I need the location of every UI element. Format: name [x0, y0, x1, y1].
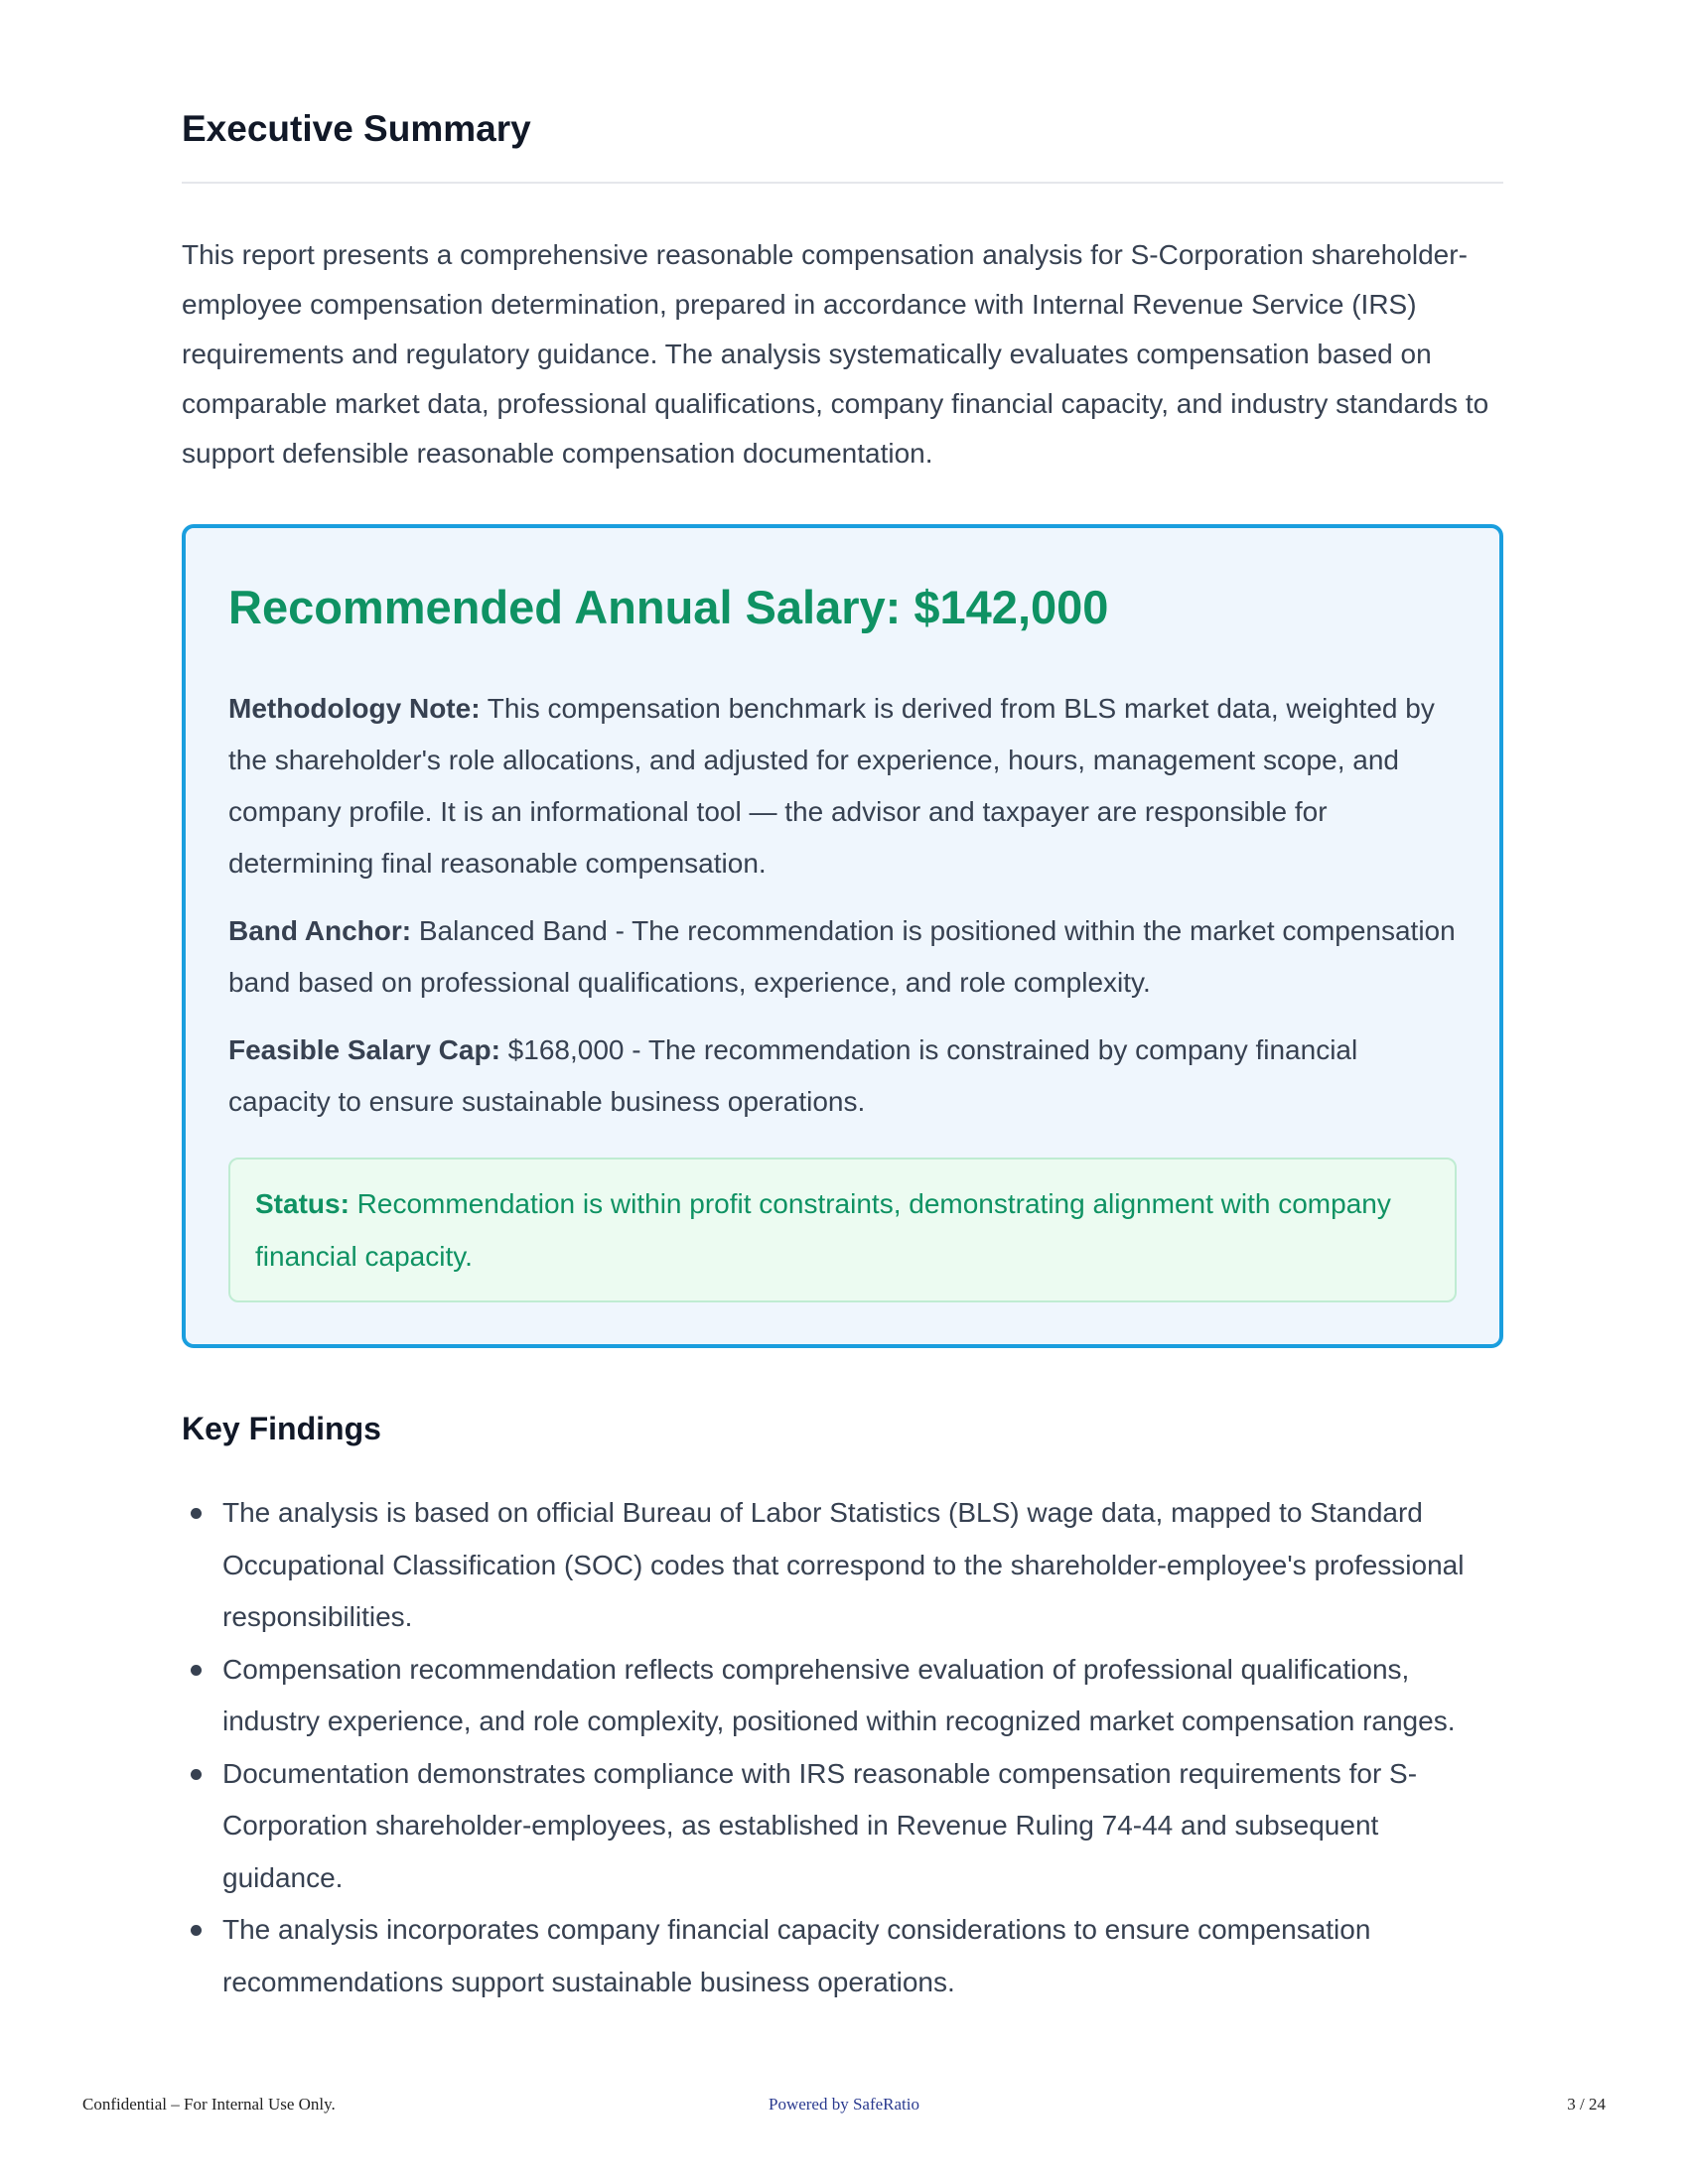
status-label: Status:	[255, 1188, 350, 1219]
bullet-icon	[191, 1769, 202, 1780]
feasible-salary-cap-text: $168,000 - The recommendation is constrained by company financial capacity to ensure sustainable business operations.	[228, 1034, 1358, 1117]
page-footer	[0, 2095, 1688, 2124]
list-item: Compensation recommendation reflects comprehensive evaluation of professional qualifications, industry experience, and role complexity, positioned within recognized market compensation ranges.	[182, 1644, 1503, 1748]
section-title: Executive Summary	[182, 108, 531, 149]
confidential-notice: Confidential – For Internal Use Only.	[82, 2095, 336, 2114]
page-number: 3 / 24	[1567, 2095, 1606, 2114]
methodology-note	[228, 683, 1457, 889]
feasible-salary-cap-label: Feasible Salary Cap:	[228, 1034, 500, 1065]
report-page	[182, 103, 1503, 2008]
bullet-icon	[191, 1508, 202, 1519]
status-text: Recommendation is within profit constraints, demonstrating alignment with company financial capacity.	[255, 1188, 1391, 1272]
methodology-note-text: This compensation benchmark is derived from BLS market data, weighted by the shareholder's role allocations, and adjusted for experience, hours, management scope, and company profile. It is an informational tool — the advisor and taxpayer are responsible for determining final reasonable compensation.	[228, 693, 1435, 879]
bullet-icon	[191, 1665, 202, 1676]
list-item: The analysis is based on official Bureau of Labor Statistics (BLS) wage data, mapped to Standard Occupational Classification (SOC) codes that correspond to the shareholder-employee's professional responsibilities.	[182, 1487, 1503, 1644]
methodology-note-label: Methodology Note:	[228, 693, 481, 724]
list-item: The analysis incorporates company financial capacity considerations to ensure compensation recommendations support sustainable business operations.	[182, 1904, 1503, 2008]
band-anchor	[228, 905, 1457, 1009]
band-anchor-text: Balanced Band - The recommendation is positioned within the market compensation band based on professional qualifications, experience, and role complexity.	[228, 915, 1456, 998]
section-divider	[182, 182, 1503, 184]
key-findings-list	[182, 1487, 1503, 2008]
powered-by-link[interactable]: Powered by SafeRatio	[768, 2095, 920, 2114]
recommended-salary-heading: Recommended Annual Salary: $142,000	[228, 581, 1109, 633]
list-item: Documentation demonstrates compliance with IRS reasonable compensation requirements for S-Corporation shareholder-employees, as established in Revenue Ruling 74-44 and subsequent guidance.	[182, 1748, 1503, 1905]
status-box	[228, 1158, 1457, 1302]
band-anchor-label: Band Anchor:	[228, 915, 412, 946]
intro-paragraph: This report presents a comprehensive reasonable compensation analysis for S-Corporation shareholder-employee compensation determination, prepared in accordance with Internal Revenue Service (IRS) requirements and regulatory guidance. The analysis systematically evaluates compensation based on comparable market data, professional qualifications, company financial capacity, and industry standards to support defensible reasonable compensation documentation.	[182, 239, 1489, 469]
bullet-icon	[191, 1925, 202, 1936]
recommendation-box	[182, 524, 1503, 1348]
key-findings-title: Key Findings	[182, 1411, 381, 1446]
feasible-salary-cap	[228, 1024, 1457, 1128]
